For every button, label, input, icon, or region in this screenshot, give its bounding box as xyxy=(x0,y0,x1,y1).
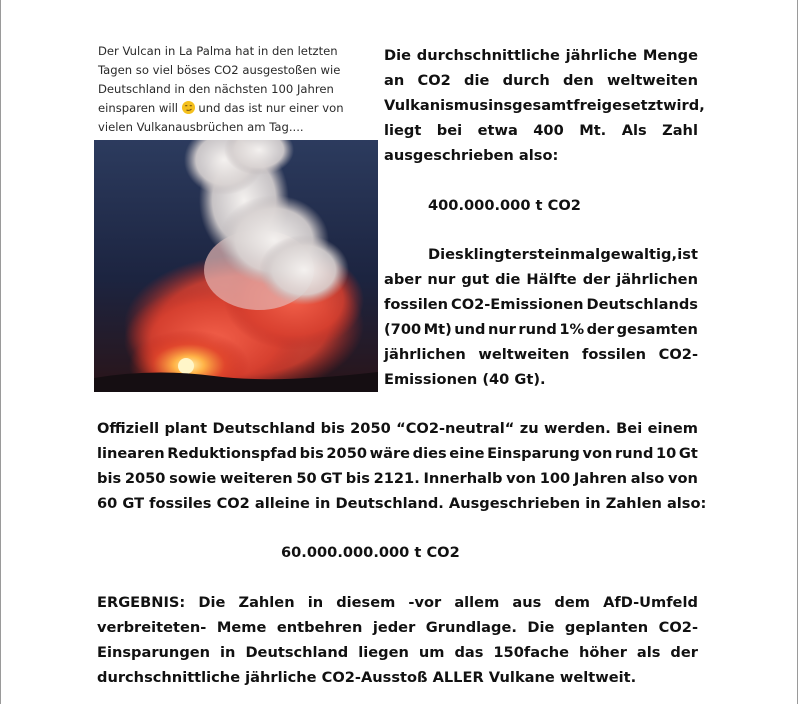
word: CO2- xyxy=(658,619,698,636)
meme-caption-line xyxy=(98,99,378,118)
word: von xyxy=(668,470,698,487)
word: das xyxy=(454,644,484,661)
word: Die xyxy=(527,619,555,636)
amount-60-gt: 60.000.000.000 t CO2 xyxy=(281,544,460,561)
word: 150fache xyxy=(493,644,570,661)
meme-caption-fragment: einsparen will xyxy=(98,101,179,115)
word: rund xyxy=(614,445,654,462)
word: klingt xyxy=(463,246,512,263)
word: ERGEBNIS: xyxy=(97,594,186,611)
word: von xyxy=(506,470,537,487)
word: Als xyxy=(621,122,647,139)
word: Mt. xyxy=(579,122,607,139)
word: bis xyxy=(299,445,324,462)
word: aber xyxy=(384,271,422,288)
word: etwa xyxy=(477,122,518,139)
word: die xyxy=(495,271,521,288)
volcano-eruption-photo xyxy=(94,140,378,392)
meme-caption-line: Tagen so viel böses CO2 ausgestoßen wie xyxy=(98,63,341,77)
word: liegen xyxy=(358,644,409,661)
word: 2050 xyxy=(350,420,391,437)
word: bis xyxy=(345,470,370,487)
text-line xyxy=(97,615,698,640)
word: Vulkanismus xyxy=(384,97,489,114)
word: CO2-Emissionen xyxy=(450,296,584,313)
smirking-face-icon xyxy=(182,101,195,114)
word: 2050 xyxy=(326,445,368,462)
word: Meme xyxy=(216,619,267,636)
word: Dies xyxy=(428,246,464,263)
word: 50 xyxy=(296,470,317,487)
word: fossilen xyxy=(384,296,449,313)
meme-caption-line: vielen Vulkanausbrüchen am Tag.... xyxy=(98,120,304,134)
word: Die xyxy=(198,594,226,611)
word: wird, xyxy=(663,97,705,114)
word: rund xyxy=(518,321,557,338)
meme-image xyxy=(94,40,378,392)
word: 100 xyxy=(539,470,571,487)
word: jeder xyxy=(372,619,416,636)
word: jährlichen xyxy=(384,346,466,363)
word: eine xyxy=(449,445,485,462)
text-line xyxy=(384,267,698,292)
word: dies xyxy=(412,445,447,462)
word: 2050 xyxy=(124,470,166,487)
word: von xyxy=(582,445,613,462)
text-line xyxy=(97,466,698,491)
word: plant xyxy=(164,420,208,437)
word: und xyxy=(454,321,486,338)
text-line xyxy=(384,93,705,118)
word: Deutschlands xyxy=(586,296,698,313)
text-line xyxy=(428,242,698,267)
word: geplanten xyxy=(564,619,649,636)
word: gewaltig, xyxy=(600,246,678,263)
word: Zahlen xyxy=(238,594,295,611)
word: Die xyxy=(384,47,412,64)
word: Gt xyxy=(678,445,698,462)
amount-400-mt: 400.000.000 t CO2 xyxy=(428,197,581,214)
word: erst xyxy=(511,246,545,263)
text-line: ausgeschrieben also: xyxy=(384,147,559,164)
word: nur xyxy=(487,321,516,338)
word: CO2 xyxy=(417,72,451,89)
word: Zahl xyxy=(662,122,698,139)
word: als xyxy=(636,644,661,661)
text-line xyxy=(384,292,698,317)
text-line: durchschnittliche jährliche CO2-Ausstoß ALLER Vulkane weltweit. xyxy=(97,669,637,686)
word: durchschnittliche xyxy=(416,47,560,64)
meme-caption-line: Deutschland in den nächsten 100 Jahren xyxy=(98,82,334,96)
text-line xyxy=(384,68,698,93)
word: also xyxy=(630,470,665,487)
word: weiteren xyxy=(219,470,293,487)
word: Einsparung xyxy=(487,445,580,462)
word: wäre xyxy=(369,445,411,462)
word: Deutschland xyxy=(212,420,316,437)
word: entbehren xyxy=(276,619,363,636)
word: fossilen xyxy=(582,346,647,363)
word: der xyxy=(670,644,698,661)
word: Reduktionspfad xyxy=(167,445,298,462)
text-line: 60 GT fossiles CO2 alleine in Deutschland. Ausgeschrieben in Zahlen also: xyxy=(97,495,707,512)
word: Bei xyxy=(616,420,643,437)
word: -vor xyxy=(408,594,442,611)
word: insgesamt xyxy=(488,97,574,114)
word: den xyxy=(562,72,594,89)
word: Mt) xyxy=(423,321,452,338)
meme-caption-line: Der Vulcan in La Palma hat in den letzten xyxy=(98,44,338,58)
word: (700 xyxy=(384,321,422,338)
word: Jahren xyxy=(573,470,628,487)
word: in xyxy=(307,594,324,611)
word: linearen xyxy=(97,445,165,462)
text-line xyxy=(384,317,698,342)
word: 10 xyxy=(656,445,677,462)
word: aus xyxy=(512,594,542,611)
word: nur xyxy=(427,271,456,288)
word: “CO2-neutral“ xyxy=(396,420,515,437)
text-line: Emissionen (40 Gt). xyxy=(384,371,546,388)
word: 2121. xyxy=(373,470,420,487)
word: um xyxy=(418,644,445,661)
word: gesamten xyxy=(616,321,698,338)
word: freigesetzt xyxy=(573,97,664,114)
word: Menge xyxy=(642,47,698,64)
word: gut xyxy=(461,271,490,288)
page-border-right xyxy=(797,0,798,704)
word: Offiziell xyxy=(97,420,160,437)
word: zu xyxy=(519,420,539,437)
word: Deutschland xyxy=(245,644,349,661)
text-line xyxy=(97,590,698,615)
text-line xyxy=(97,441,698,466)
meme-caption xyxy=(94,40,378,140)
word: verbreiteten- xyxy=(97,619,207,636)
word: Hälfte xyxy=(526,271,577,288)
word: sowie xyxy=(169,470,217,487)
word: 1% xyxy=(559,321,585,338)
word: in xyxy=(220,644,236,661)
word: bis xyxy=(97,470,122,487)
word: einmal xyxy=(544,246,601,263)
word: GT xyxy=(320,470,343,487)
word: CO2- xyxy=(658,346,698,363)
word: ist xyxy=(677,246,698,263)
word: weltweiten xyxy=(606,72,698,89)
text-line xyxy=(384,342,698,367)
word: Innerhalb xyxy=(423,470,503,487)
word: bis xyxy=(320,420,345,437)
text-line xyxy=(97,640,698,665)
word: Einsparungen xyxy=(97,644,211,661)
word: an xyxy=(384,72,405,89)
word: AfD-Umfeld xyxy=(603,594,698,611)
word: dem xyxy=(554,594,590,611)
word: 400 xyxy=(533,122,564,139)
word: Grundlage. xyxy=(425,619,517,636)
word: der xyxy=(586,321,615,338)
word: liegt xyxy=(384,122,422,139)
word: die xyxy=(464,72,490,89)
word: allem xyxy=(454,594,500,611)
word: bei xyxy=(436,122,463,139)
word: der xyxy=(582,271,611,288)
text-line xyxy=(384,43,698,68)
word: jährliche xyxy=(565,47,638,64)
word: höher xyxy=(579,644,627,661)
word: einem xyxy=(647,420,698,437)
text-line xyxy=(97,416,698,441)
text-line xyxy=(384,118,698,143)
word: durch xyxy=(502,72,550,89)
meme-caption-fragment: und das ist nur einer von xyxy=(198,101,344,115)
page-border-left xyxy=(0,0,1,704)
word: werden. xyxy=(543,420,611,437)
word: jährlichen xyxy=(616,271,698,288)
word: diesem xyxy=(336,594,396,611)
word: weltweiten xyxy=(478,346,570,363)
